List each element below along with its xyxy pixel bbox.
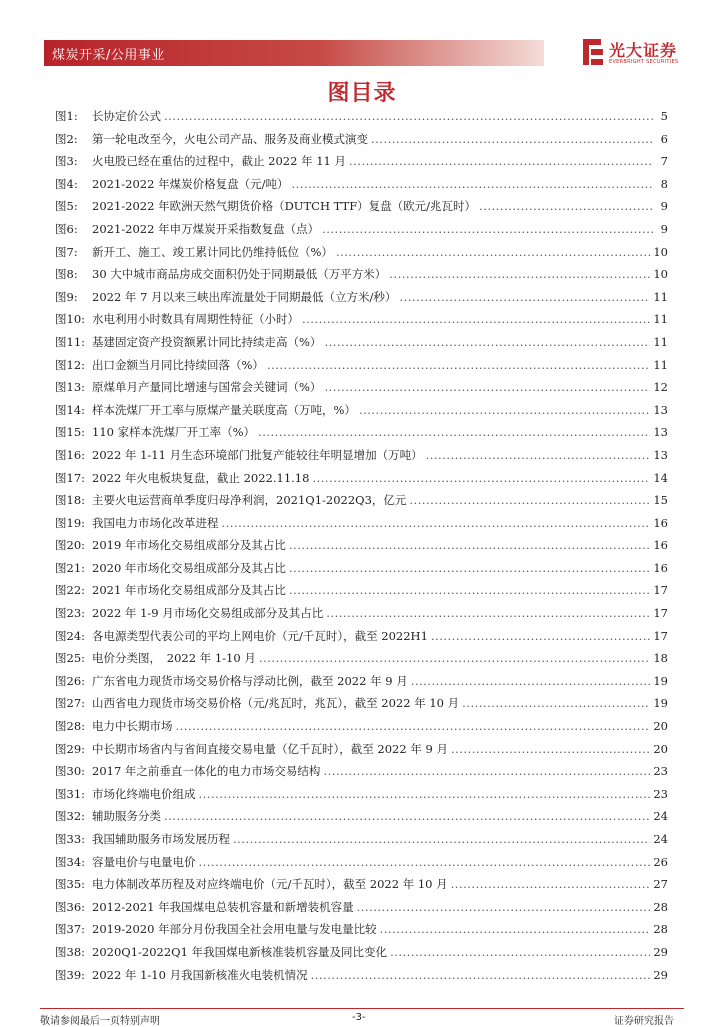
- toc-entry[interactable]: [55, 582, 668, 605]
- toc-entry-title: 2021-2022 年煤炭价格复盘（元/吨）: [92, 176, 289, 191]
- toc-leader-dots: [322, 222, 653, 236]
- toc-entry-label: 图8:: [55, 267, 78, 282]
- toc-entry-label: 图20:: [55, 538, 86, 553]
- toc-entry[interactable]: [55, 334, 668, 357]
- toc-entry-title: 新开工、施工、竣工累计同比仍维持低位（%）: [92, 244, 333, 259]
- toc-entry-label: 图23:: [55, 606, 86, 621]
- toc-entry-label: 图38:: [55, 944, 86, 959]
- toc-entry-title: 2019 年市场化交易组成部分及其占比: [92, 538, 286, 553]
- toc-entry[interactable]: [55, 266, 668, 289]
- toc-entry-label: 图19:: [55, 515, 86, 530]
- toc-entry-page: 5: [660, 109, 668, 123]
- toc-leader-dots: [359, 403, 650, 417]
- toc-leader-dots: [411, 674, 651, 688]
- toc-entry[interactable]: [55, 379, 668, 402]
- toc-entry-title: 2020 年市场化交易组成部分及其占比: [92, 560, 286, 575]
- toc-entry-page: 15: [653, 493, 668, 508]
- toc-entry-page: 24: [653, 809, 668, 824]
- toc-entry-label: 图7:: [55, 244, 78, 259]
- toc-entry[interactable]: [55, 176, 668, 199]
- toc-entry[interactable]: [55, 876, 668, 899]
- toc-entry-page: 17: [653, 606, 668, 621]
- toc-entry-title: 2012-2021 年我国煤电总装机容量和新增装机容量: [92, 899, 354, 914]
- toc-entry-page: 27: [653, 877, 668, 892]
- toc-entry[interactable]: [55, 244, 668, 267]
- toc-entry-page: 10: [653, 244, 668, 259]
- toc-leader-dots: [312, 471, 650, 485]
- toc-leader-dots: [222, 516, 651, 530]
- toc-entry[interactable]: [55, 515, 668, 538]
- toc-entry-label: 图9:: [55, 289, 78, 304]
- toc-leader-dots: [289, 538, 650, 552]
- toc-entry-label: 图31:: [55, 786, 86, 801]
- toc-entry-page: 11: [653, 312, 668, 327]
- toc-leader-dots: [302, 312, 650, 326]
- toc-entry-label: 图10:: [55, 312, 86, 327]
- toc-entry-label: 图36:: [55, 899, 86, 914]
- toc-entry[interactable]: [55, 560, 668, 583]
- toc-entry-title: 2022 年 1-11 月生态环境部门批复产能较往年明显增加（万吨）: [92, 447, 423, 462]
- toc-leader-dots: [164, 809, 650, 823]
- toc-entry-label: 图25:: [55, 651, 86, 666]
- toc-entry-label: 图33:: [55, 832, 86, 846]
- toc-entry-title: 2019-2020 年部分月份我国全社会用电量与发电量比较: [92, 922, 377, 937]
- toc-leader-dots: [399, 290, 650, 304]
- toc-entry[interactable]: [55, 198, 668, 221]
- toc-entry-label: 图29:: [55, 741, 86, 756]
- toc-entry-label: 图16:: [55, 447, 86, 462]
- toc-leader-dots: [380, 922, 651, 936]
- toc-entry-title: 110 家样本洗煤厂开工率（%）: [92, 425, 256, 440]
- toc-entry-label: 图17:: [55, 470, 86, 485]
- toc-entry-label: 图14:: [55, 402, 86, 417]
- toc-entry-page: 13: [653, 425, 668, 440]
- toc-entry[interactable]: [55, 470, 668, 493]
- toc-leader-dots: [324, 335, 650, 349]
- toc-entry-label: 图32:: [55, 809, 86, 824]
- toc-entry[interactable]: [55, 492, 668, 515]
- toc-entry-label: 图35:: [55, 877, 86, 892]
- toc-entry-label: 图21:: [55, 560, 86, 575]
- toc-entry-title: 30 大中城市商品房成交面积仍处于同期最低（万平方米）: [92, 267, 387, 282]
- toc-entry-page: 20: [653, 719, 668, 734]
- toc-entry-label: 图5:: [55, 199, 78, 214]
- toc-entry-title: 水电利用小时数具有周期性特征（小时）: [92, 312, 299, 327]
- toc-entry-page: 8: [660, 176, 668, 191]
- toc-entry[interactable]: [55, 402, 668, 425]
- toc-leader-dots: [199, 855, 651, 869]
- toc-entry[interactable]: [55, 221, 668, 244]
- toc-entry-page: 16: [653, 560, 668, 575]
- toc-entry[interactable]: [55, 537, 668, 560]
- toc-entry-title: 电价分类图， 2022 年 1-10 月: [92, 651, 256, 666]
- toc-entry-label: 图26:: [55, 673, 86, 688]
- toc-leader-dots: [451, 877, 651, 891]
- logo-text-en: EVERBRIGHT SECURITIES: [609, 59, 679, 65]
- toc-entry-title: 中长期市场省内与省间直接交易电量（亿千瓦时），截至 2022 年 9 月: [92, 741, 448, 756]
- toc-entry-label: 图18:: [55, 493, 86, 508]
- toc-entry-page: 7: [660, 154, 668, 169]
- toc-entry-label: 图11:: [55, 334, 86, 349]
- toc-leader-dots: [431, 629, 650, 643]
- toc-leader-dots: [267, 358, 650, 372]
- toc-entry-page: 13: [653, 402, 668, 417]
- toc-entry[interactable]: [55, 695, 668, 718]
- toc-entry-label: 图30:: [55, 764, 86, 779]
- toc-entry[interactable]: [55, 763, 668, 786]
- toc-leader-dots: [462, 696, 650, 710]
- toc-entry[interactable]: [55, 673, 668, 696]
- toc-entry-label: 图28:: [55, 719, 86, 734]
- toc-entry[interactable]: [55, 153, 668, 176]
- toc-leader-dots: [289, 561, 650, 575]
- toc-entry-title: 样本洗煤厂开工率与原煤产量关联度高（万吨，%）: [92, 402, 356, 417]
- toc-entry-title: 电力体制改革历程及对应终端电价（元/千瓦时），截至 2022 年 10 月: [92, 877, 448, 892]
- toc-entry-page: 17: [653, 628, 668, 643]
- toc-entry-page: 17: [653, 583, 668, 598]
- toc-entry-title: 基建固定资产投资额累计同比持续走高（%）: [92, 334, 322, 349]
- toc-entry-title: 辅助服务分类: [92, 809, 161, 824]
- toc-entry-page: 28: [653, 899, 668, 914]
- toc-entry[interactable]: [55, 854, 668, 877]
- toc-entry[interactable]: [55, 718, 668, 741]
- toc-leader-dots: [259, 651, 651, 665]
- toc-entry[interactable]: [55, 605, 668, 628]
- toc-entry-title: 电力中长期市场: [92, 719, 173, 734]
- toc-entry[interactable]: [55, 131, 668, 154]
- toc-entry-title: 我国电力市场化改革进程: [92, 515, 219, 530]
- toc-entry-page: 28: [653, 922, 668, 937]
- toc-entry-label: 图2:: [55, 131, 78, 146]
- toc-leader-dots: [371, 132, 653, 146]
- toc-entry-title: 山西省电力现货市场交易价格（元/兆瓦时，兆瓦），截至 2022 年 10 月: [92, 696, 460, 711]
- toc-entry[interactable]: [55, 786, 668, 809]
- toc-leader-dots: [164, 109, 653, 123]
- toc-entry-title: 原煤单月产量同比增速与国常会关键词（%）: [92, 380, 322, 395]
- toc-entry[interactable]: [55, 289, 668, 312]
- toc-leader-dots: [426, 448, 651, 462]
- everbright-logo: [581, 36, 701, 70]
- toc-entry[interactable]: [55, 944, 668, 967]
- toc-entry-page: 20: [653, 741, 668, 756]
- toc-entry-label: 图37:: [55, 922, 86, 937]
- toc-leader-dots: [233, 832, 650, 846]
- toc-leader-dots: [349, 154, 653, 168]
- toc-leader-dots: [336, 245, 650, 259]
- toc-entry-title: 各电源类型代表公司的平均上网电价（元/千瓦时），截至 2022H1: [92, 628, 428, 643]
- toc-entry-title: 2021-2022 年欧洲天然气期货价格（DUTCH TTF）复盘（欧元/兆瓦时）: [92, 199, 477, 214]
- toc-entry-label: 图22:: [55, 583, 86, 598]
- toc-leader-dots: [258, 425, 650, 439]
- toc-entry-page: 11: [653, 289, 668, 304]
- toc-entry-label: 图1:: [55, 109, 78, 123]
- toc-entry-label: 图13:: [55, 380, 86, 395]
- toc-entry-page: 13: [653, 447, 668, 462]
- toc-entry-page: 9: [660, 199, 668, 214]
- footer-report-type: 证券研究报告: [614, 1016, 674, 1027]
- toc-entry-page: 9: [660, 221, 668, 236]
- toc-entry-title: 2021 年市场化交易组成部分及其占比: [92, 583, 286, 598]
- toc-entry-title: 市场化终端电价组成: [92, 786, 196, 801]
- everbright-logo-icon: [581, 37, 605, 67]
- toc-entry-title: 我国辅助服务市场发展历程: [92, 832, 230, 846]
- toc-entry[interactable]: [55, 808, 668, 831]
- toc-entry-page: 18: [653, 651, 668, 666]
- toc-entry-page: 24: [653, 832, 668, 846]
- toc-leader-dots: [390, 945, 650, 959]
- toc-entry-title: 2022 年 7 月以来三峡出库流量处于同期最低（立方米/秒）: [92, 289, 397, 304]
- toc-entry-title: 长协定价公式: [92, 109, 161, 123]
- toc-entry[interactable]: [55, 967, 668, 990]
- toc-entry-page: 6: [660, 131, 668, 146]
- section-label: 煤炭开采/公用事业: [52, 48, 165, 63]
- toc-leader-dots: [409, 493, 650, 507]
- toc-entry-page: 16: [653, 515, 668, 530]
- toc-entry-title: 2020Q1-2022Q1 年我国煤电新核准装机容量及同比变化: [92, 944, 388, 959]
- toc-leader-dots: [324, 380, 650, 394]
- toc-entry-title: 2017 年之前垂直一体化的电力市场交易结构: [92, 764, 321, 779]
- toc-entry-page: 23: [653, 764, 668, 779]
- toc-entry-page: 12: [653, 380, 668, 395]
- toc-entry[interactable]: [55, 357, 668, 380]
- toc-leader-dots: [479, 199, 653, 213]
- toc-entry-page: 23: [653, 786, 668, 801]
- page-title: 图目录: [327, 81, 397, 106]
- footer-divider: [40, 1008, 684, 1009]
- table-of-figures: [55, 108, 668, 989]
- toc-entry-label: 图15:: [55, 425, 86, 440]
- toc-entry-page: 19: [653, 696, 668, 711]
- toc-entry-page: 11: [653, 334, 668, 349]
- toc-entry-title: 容量电价与电量电价: [92, 854, 196, 869]
- logo-text-cn: 光大证券: [609, 41, 678, 60]
- toc-entry[interactable]: [55, 311, 668, 334]
- toc-leader-dots: [291, 177, 653, 191]
- toc-entry[interactable]: [55, 831, 668, 854]
- toc-entry-page: 10: [653, 267, 668, 282]
- toc-entry-title: 第一轮电改至今，火电公司产品、服务及商业模式演变: [92, 131, 368, 146]
- toc-entry-title: 主要火电运营商单季度归母净利润，2021Q1-2022Q3，亿元: [92, 493, 407, 508]
- toc-entry-title: 出口金额当月同比持续回落（%）: [92, 357, 264, 372]
- toc-entry-page: 19: [653, 673, 668, 688]
- toc-entry-label: 图39:: [55, 967, 86, 982]
- toc-entry[interactable]: [55, 424, 668, 447]
- toc-leader-dots: [199, 787, 651, 801]
- toc-leader-dots: [289, 583, 650, 597]
- toc-entry-page: 11: [653, 357, 668, 372]
- toc-leader-dots: [357, 900, 651, 914]
- toc-entry-title: 2021-2022 年申万煤炭开采指数复盘（点）: [92, 221, 320, 236]
- toc-entry-page: 26: [653, 854, 668, 869]
- toc-entry-label: 图27:: [55, 696, 86, 711]
- toc-entry-page: 29: [653, 944, 668, 959]
- toc-entry-page: 16: [653, 538, 668, 553]
- toc-entry-label: 图24:: [55, 628, 86, 643]
- toc-leader-dots: [326, 606, 650, 620]
- toc-leader-dots: [323, 764, 650, 778]
- toc-entry-label: 图4:: [55, 176, 78, 191]
- toc-entry[interactable]: [55, 741, 668, 764]
- toc-entry-label: 图12:: [55, 357, 86, 372]
- toc-entry[interactable]: [55, 921, 668, 944]
- toc-entry-title: 2022 年 1-10 月我国新核准火电装机情况: [92, 967, 308, 982]
- footer-disclaimer: 敬请参阅最后一页特别声明: [40, 1016, 160, 1027]
- toc-leader-dots: [389, 267, 650, 281]
- toc-entry[interactable]: [55, 650, 668, 673]
- toc-entry[interactable]: [55, 899, 668, 922]
- toc-entry-page: 14: [653, 470, 668, 485]
- toc-entry[interactable]: [55, 628, 668, 651]
- toc-entry[interactable]: [55, 447, 668, 470]
- toc-entry[interactable]: [55, 108, 668, 131]
- toc-entry-title: 2022 年 1-9 月市场化交易组成部分及其占比: [92, 606, 324, 621]
- toc-entry-title: 广东省电力现货市场交易价格与浮动比例，截至 2022 年 9 月: [92, 673, 408, 688]
- page-number: -3-: [352, 1012, 366, 1023]
- toc-entry-label: 图3:: [55, 154, 78, 169]
- toc-leader-dots: [176, 719, 651, 733]
- toc-entry-title: 2022 年火电板块复盘，截止 2022.11.18: [92, 470, 310, 485]
- toc-entry-label: 图34:: [55, 854, 86, 869]
- toc-entry-title: 火电股已经在重估的过程中，截止 2022 年 11 月: [92, 154, 347, 169]
- toc-entry-page: 29: [653, 967, 668, 982]
- toc-leader-dots: [451, 742, 650, 756]
- toc-entry-label: 图6:: [55, 221, 78, 236]
- toc-leader-dots: [311, 968, 651, 982]
